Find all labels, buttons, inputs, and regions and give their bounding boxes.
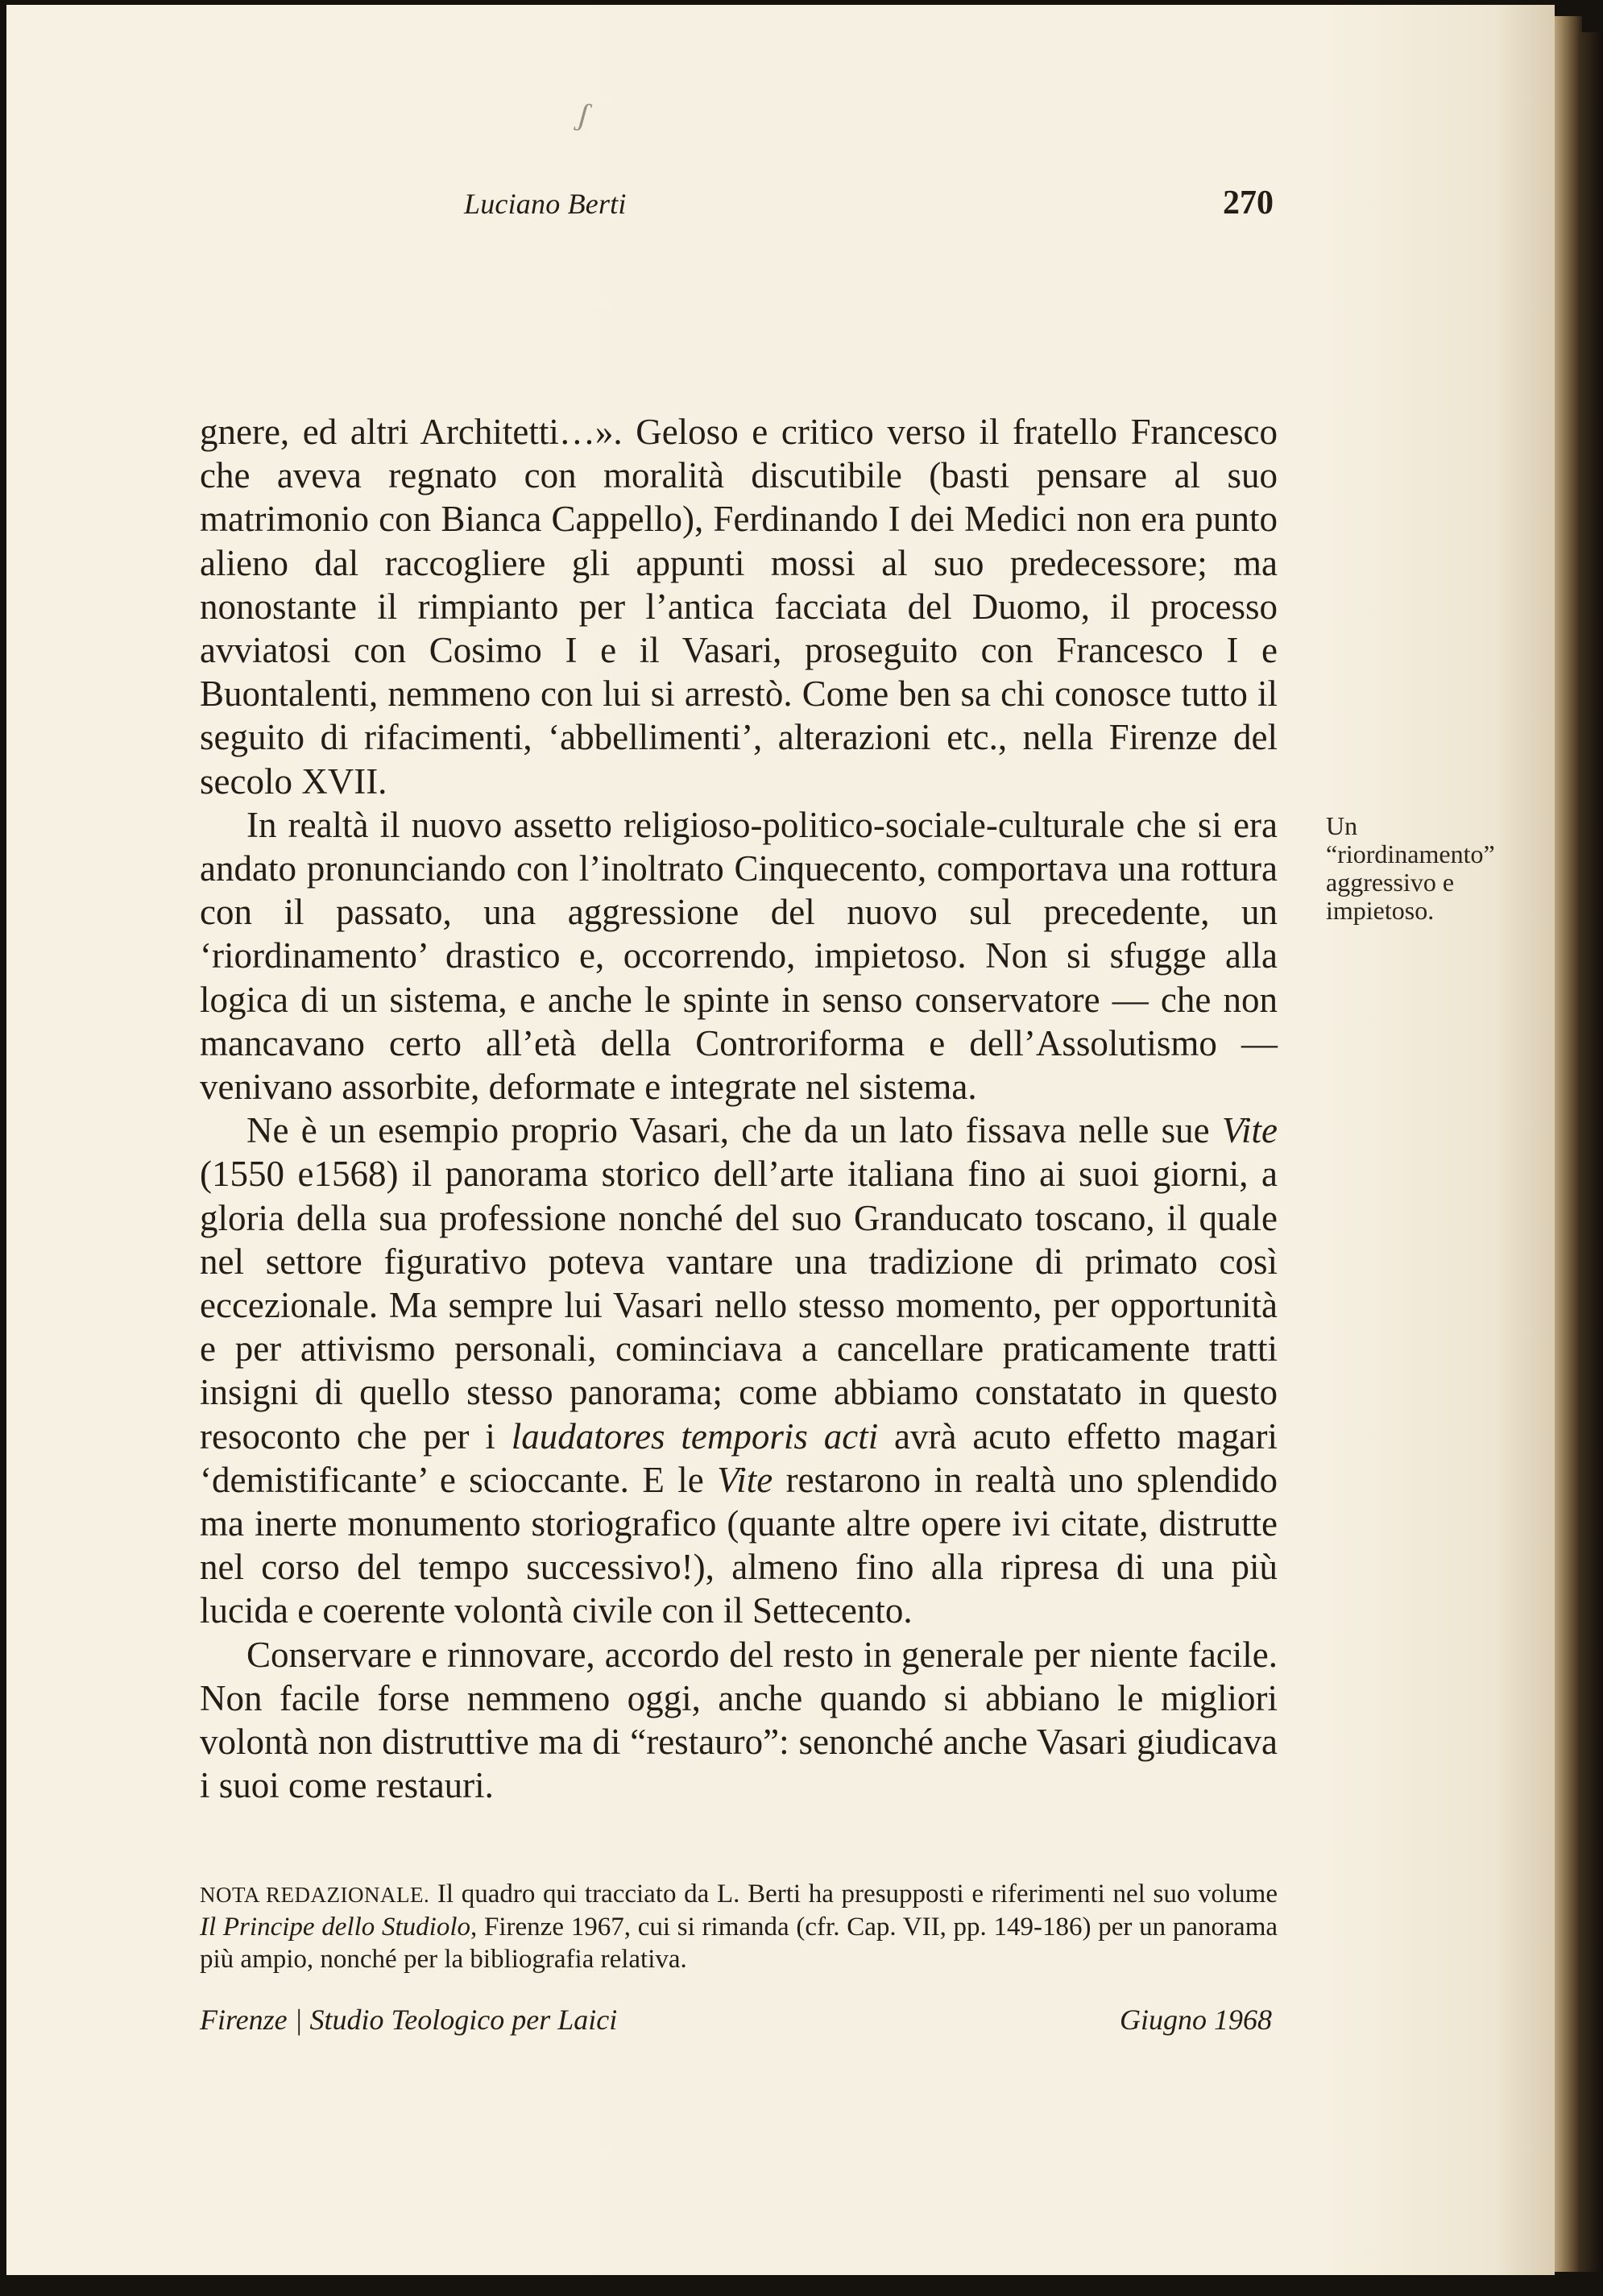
margin-note: Un “riordinamento” aggressivo e impietoso. bbox=[1326, 811, 1495, 925]
paragraph: In realtà il nuovo assetto religioso-politico-sociale-culturale che si era andato pronunciando con l’inoltrato Cinquecento, comportava una rottura con il passato, una aggressione del nuovo sul precedente, un ‘riordinamento’ drastico e, occorrendo, impietoso. Non si sfugge alla logica di un sistema, e anche le spinte in senso conservatore — che non mancavano certo all’età della Controriforma e dell’Assolutismo — venivano assorbite, deformate e integrate nel sistema. bbox=[200, 804, 1278, 1108]
text-run: avrà acuto effetto magari ‘demistificante’ e scioccante. E le bbox=[200, 1415, 1278, 1500]
italic-title: Vite bbox=[1221, 1110, 1278, 1151]
italic-latin-phrase: laudatores temporis acti bbox=[511, 1415, 879, 1457]
paragraph bbox=[200, 1109, 1278, 1632]
italic-title: Vite bbox=[717, 1459, 773, 1500]
book-page-edge bbox=[1555, 16, 1582, 2272]
paragraph: Conservare e rinnovare, accordo del resto in generale per niente facile. Non facile forse nemmeno oggi, anche quando si abbiano le migliori volontà non distruttive ma di “restauro”: senonché anche Vasari giudicava i suoi come restauri. bbox=[200, 1634, 1278, 1806]
note-text: , Firenze 1967, cui si rimanda (cfr. Cap. VII, pp. 149-186) per un panorama più ampio, nonché per la bibliografia relativa. bbox=[200, 1913, 1278, 1974]
page-number: 270 bbox=[1223, 184, 1274, 222]
note-text: Il quadro qui tracciato da L. Berti ha presupposti e riferimenti nel suo volume bbox=[429, 1879, 1278, 1908]
paragraph: gnere, ed altri Architetti…». Geloso e critico verso il fratello Francesco che aveva regnato con moralità discutibile (basti pensare al suo matrimonio con Bianca Cappello), Ferdinando I dei Medici non era punto alieno dal raccogliere gli appunti mossi al suo predecessore; ma nonostante il rimpianto per l’antica facciata del Duomo, il processo avviatosi con Cosimo I e il Vasari, proseguito con Francesco I e Buontalenti, nemmeno con lui si arrestò. Come ben sa chi conosce tutto il seguito di rifacimenti, ‘abbellimenti’, alterazioni etc., nella Firenze del secolo XVII. bbox=[200, 412, 1278, 802]
book-page bbox=[6, 5, 1555, 2275]
footer-date: Giugno 1968 bbox=[1120, 2004, 1272, 2036]
note-label: NOTA REDAZIONALE. bbox=[200, 1883, 430, 1907]
pencil-mark: ʃ bbox=[574, 95, 594, 133]
footer-place: Firenze | Studio Teologico per Laici bbox=[200, 2004, 618, 2036]
main-text bbox=[200, 410, 1278, 1808]
text-run: (1550 e1568) il panorama storico dell’arte italiana fino ai suoi giorni, a gloria della sua professione nonché del suo Granducato toscano, il quale nel settore figurativo poteva vantare una tradizione di primato così eccezionale. Ma sempre lui Vasari nello stesso momento, per opportunità e per attivismo personali, cominciava a cancellare praticamente tratti insigni di quello stesso panorama; come abbiamo constatato in questo resoconto che per i bbox=[200, 1154, 1278, 1457]
note-book-title: Il Principe dello Studiolo bbox=[200, 1913, 471, 1942]
text-run: Ne è un esempio proprio Vasari, che da un lato fissava nelle sue bbox=[246, 1110, 1222, 1151]
book-spine-shadow bbox=[1579, 32, 1603, 2272]
editorial-note bbox=[200, 1878, 1278, 1975]
running-head-author: Luciano Berti bbox=[464, 188, 627, 220]
text-run: restarono in realtà uno splendido ma inerte monumento storiografico (quante altre opere ivi citate, distrutte nel corso del tempo successivo!), almeno fino alla ripresa di una più lucida e coerente volontà civile con il Settecento. bbox=[200, 1459, 1278, 1631]
